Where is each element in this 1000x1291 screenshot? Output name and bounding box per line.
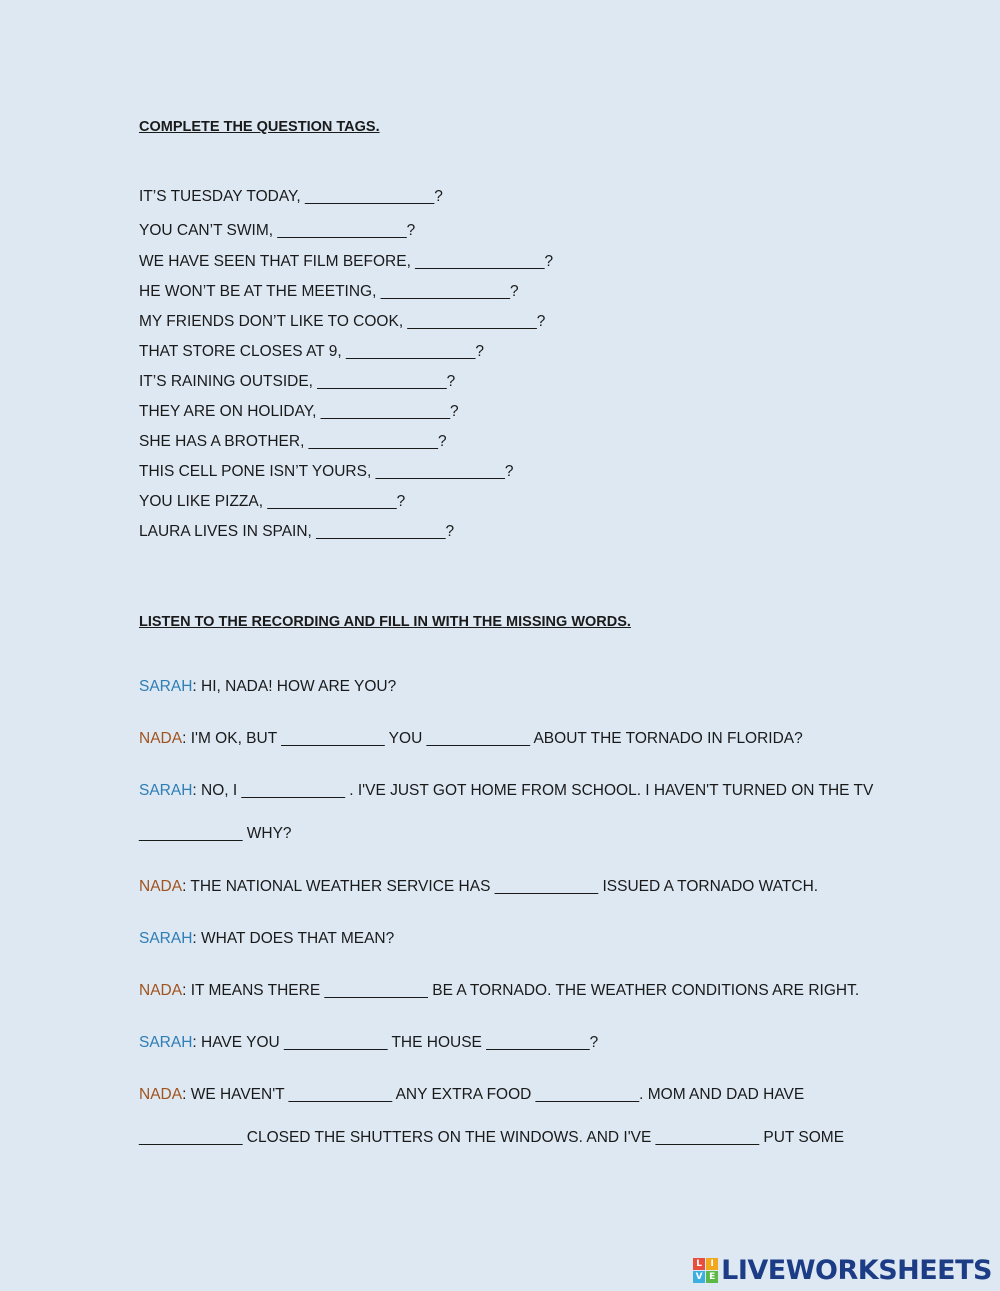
logo-mark-icon [693,1258,718,1283]
dialogue-line [139,677,396,697]
dialogue-line [139,1033,598,1053]
dialogue-text: : IT MEANS THERE ____________ BE A TORNADO. THE WEATHER CONDITIONS ARE RIGHT. [182,982,860,999]
dialogue-text: : WHAT DOES THAT MEAN? [192,930,395,947]
dialogue-line [139,781,873,801]
speaker-label: SARAH [139,1034,193,1051]
speaker-label: SARAH [139,678,193,695]
section2-heading: LISTEN TO THE RECORDING AND FILL IN WITH THE MISSING WORDS. [139,614,631,630]
logo-letter: E [706,1271,718,1283]
logo-letter: L [693,1258,705,1270]
dialogue-line [139,1085,804,1105]
dialogue-line [139,929,394,949]
question-tag-item-1: IT’S TUESDAY TODAY, _______________? [139,188,443,205]
dialogue-line [139,824,292,844]
question-tag-item-10: THIS CELL PONE ISN’T YOURS, _______________? [139,463,514,480]
dialogue-line [139,981,859,1001]
liveworksheets-logo[interactable] [693,1255,992,1285]
dialogue-text: : I'M OK, BUT ____________ YOU ____________ ABOUT THE TORNADO IN FLORIDA? [182,730,803,747]
question-tag-item-2: YOU CAN’T SWIM, _______________? [139,222,416,239]
logo-text: LIVEWORKSHEETS [721,1254,992,1286]
speaker-label: NADA [139,878,183,895]
speaker-label: SARAH [139,782,193,799]
question-tag-item-8: THEY ARE ON HOLIDAY, _______________? [139,403,459,420]
speaker-label: SARAH [139,930,193,947]
dialogue-text: : WE HAVEN'T ____________ ANY EXTRA FOOD ____________. MOM AND DAD HAVE [182,1086,805,1103]
dialogue-line [139,1128,844,1148]
question-tag-item-4: HE WON’T BE AT THE MEETING, _______________? [139,283,519,300]
speaker-label: NADA [139,982,183,999]
dialogue-text: : NO, I ____________ . I'VE JUST GOT HOME FROM SCHOOL. I HAVEN'T TURNED ON THE TV [192,782,874,799]
section1-heading: COMPLETE THE QUESTION TAGS. [139,119,380,135]
dialogue-line [139,729,803,749]
logo-letter: I [706,1258,718,1270]
question-tag-item-9: SHE HAS A BROTHER, _______________? [139,433,447,450]
question-tag-item-11: YOU LIKE PIZZA, _______________? [139,493,406,510]
dialogue-text: : HI, NADA! HOW ARE YOU? [192,678,397,695]
question-tag-item-3: WE HAVE SEEN THAT FILM BEFORE, _______________? [139,253,554,270]
speaker-label: NADA [139,1086,183,1103]
dialogue-text: : THE NATIONAL WEATHER SERVICE HAS ____________ ISSUED A TORNADO WATCH. [182,878,819,895]
dialogue-text: ____________ WHY? [139,825,292,842]
question-tag-item-6: THAT STORE CLOSES AT 9, _______________? [139,343,484,360]
dialogue-text: : HAVE YOU ____________ THE HOUSE ____________? [192,1034,599,1051]
logo-letter: V [693,1271,705,1283]
speaker-label: NADA [139,730,183,747]
dialogue-line [139,877,818,897]
question-tag-item-12: LAURA LIVES IN SPAIN, _______________? [139,523,455,540]
question-tag-item-7: IT’S RAINING OUTSIDE, _______________? [139,373,456,390]
dialogue-text: ____________ CLOSED THE SHUTTERS ON THE WINDOWS. AND I'VE ____________ PUT SOME [139,1129,845,1146]
question-tag-item-5: MY FRIENDS DON’T LIKE TO COOK, _______________? [139,313,546,330]
